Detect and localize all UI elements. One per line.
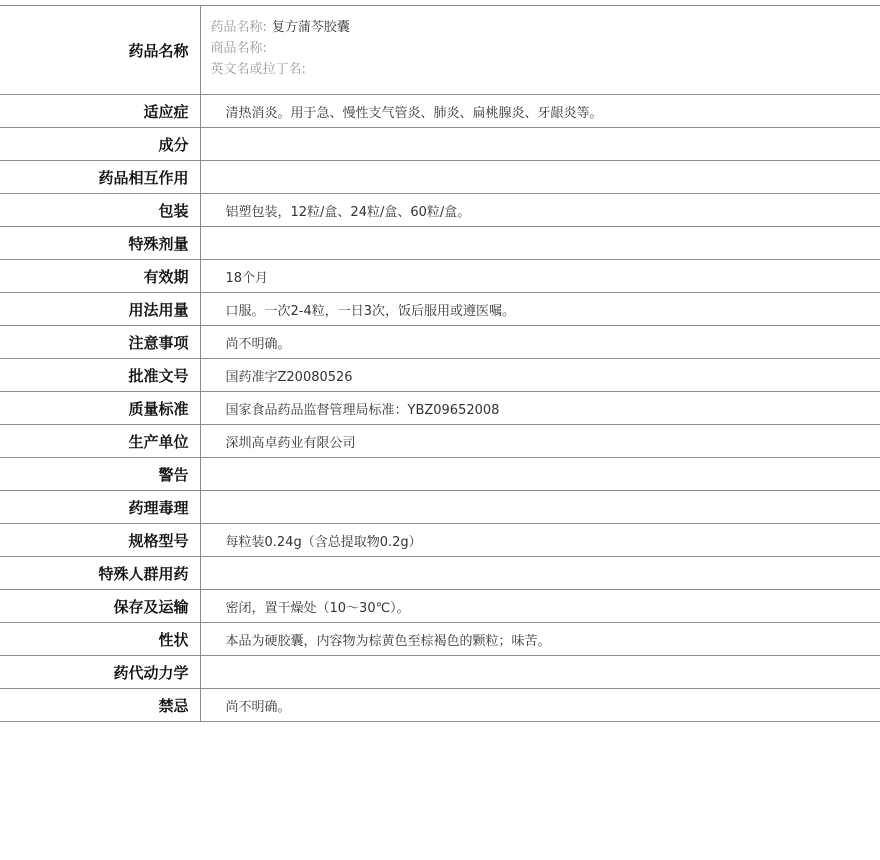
row-label: 有效期	[0, 260, 200, 293]
row-label: 生产单位	[0, 425, 200, 458]
row-label: 警告	[0, 458, 200, 491]
table-row-packaging	[0, 194, 880, 227]
row-value: 密闭，置干燥处（10～30℃）。	[225, 600, 410, 616]
row-value	[200, 227, 880, 260]
table-row-indications	[0, 95, 880, 128]
row-label: 包装	[0, 194, 200, 227]
row-value	[200, 557, 880, 590]
table-row-shelf-life	[0, 260, 880, 293]
row-value	[200, 491, 880, 524]
row-value	[200, 656, 880, 689]
table-row-ingredients	[0, 128, 880, 161]
table-row-interactions	[0, 161, 880, 194]
trade-name-label: 商品名称:	[210, 41, 267, 56]
row-value: 国家食品药品监督管理局标准：YBZ09652008	[225, 402, 500, 418]
table-row-manufacturer	[0, 425, 880, 458]
row-value	[200, 458, 880, 491]
english-name-line	[211, 59, 880, 80]
generic-name-label: 药品名称:	[210, 20, 267, 35]
generic-name-value: 复方蒲芩胶囊	[271, 20, 350, 35]
row-label: 质量标准	[0, 392, 200, 425]
row-label: 成分	[0, 128, 200, 161]
drug-info-table	[0, 5, 880, 722]
row-value: 尚不明确。	[225, 699, 291, 715]
row-label: 规格型号	[0, 524, 200, 557]
drug-name-row	[0, 6, 880, 95]
table-row-warning	[0, 458, 880, 491]
generic-name-line	[211, 17, 880, 38]
table-row-quality-standard	[0, 392, 880, 425]
row-label: 特殊剂量	[0, 227, 200, 260]
row-value: 国药准字Z20080526	[225, 369, 353, 385]
row-value: 铝塑包装，12粒/盒、24粒/盒、60粒/盒。	[225, 204, 471, 220]
drug-name-header: 药品名称	[0, 6, 200, 95]
table-row-precautions	[0, 326, 880, 359]
row-value: 本品为硬胶囊，内容物为棕黄色至棕褐色的颗粒；味苦。	[225, 633, 551, 649]
row-value: 清热消炎。用于急、慢性支气管炎、肺炎、扁桃腺炎、牙龈炎等。	[225, 105, 603, 121]
row-label: 特殊人群用药	[0, 557, 200, 590]
table-row-special-populations	[0, 557, 880, 590]
row-value	[200, 161, 880, 194]
row-value	[200, 128, 880, 161]
row-label: 保存及运输	[0, 590, 200, 623]
row-label: 适应症	[0, 95, 200, 128]
table-row-pharmacology	[0, 491, 880, 524]
row-label: 药理毒理	[0, 491, 200, 524]
row-value: 深圳高卓药业有限公司	[225, 435, 356, 451]
drug-name-cell	[200, 6, 880, 95]
row-value: 口服。一次2-4粒，一日3次，饭后服用或遵医嘱。	[225, 303, 516, 319]
row-label: 用法用量	[0, 293, 200, 326]
row-label: 禁忌	[0, 689, 200, 722]
row-value: 尚不明确。	[225, 336, 291, 352]
row-label: 药品相互作用	[0, 161, 200, 194]
table-row-pharmacokinetics	[0, 656, 880, 689]
row-label: 注意事项	[0, 326, 200, 359]
row-value: 18个月	[225, 270, 269, 286]
table-row-approval-number	[0, 359, 880, 392]
row-value: 每粒装0.24g（含总提取物0.2g）	[225, 534, 422, 550]
trade-name-line	[211, 38, 880, 59]
table-row-storage	[0, 590, 880, 623]
row-label: 性状	[0, 623, 200, 656]
english-name-label: 英文名或拉丁名:	[210, 62, 306, 77]
table-row-special-dosage	[0, 227, 880, 260]
table-row-usage	[0, 293, 880, 326]
table-row-description	[0, 623, 880, 656]
table-row-specification	[0, 524, 880, 557]
row-label: 药代动力学	[0, 656, 200, 689]
table-row-contraindications	[0, 689, 880, 722]
row-label: 批准文号	[0, 359, 200, 392]
